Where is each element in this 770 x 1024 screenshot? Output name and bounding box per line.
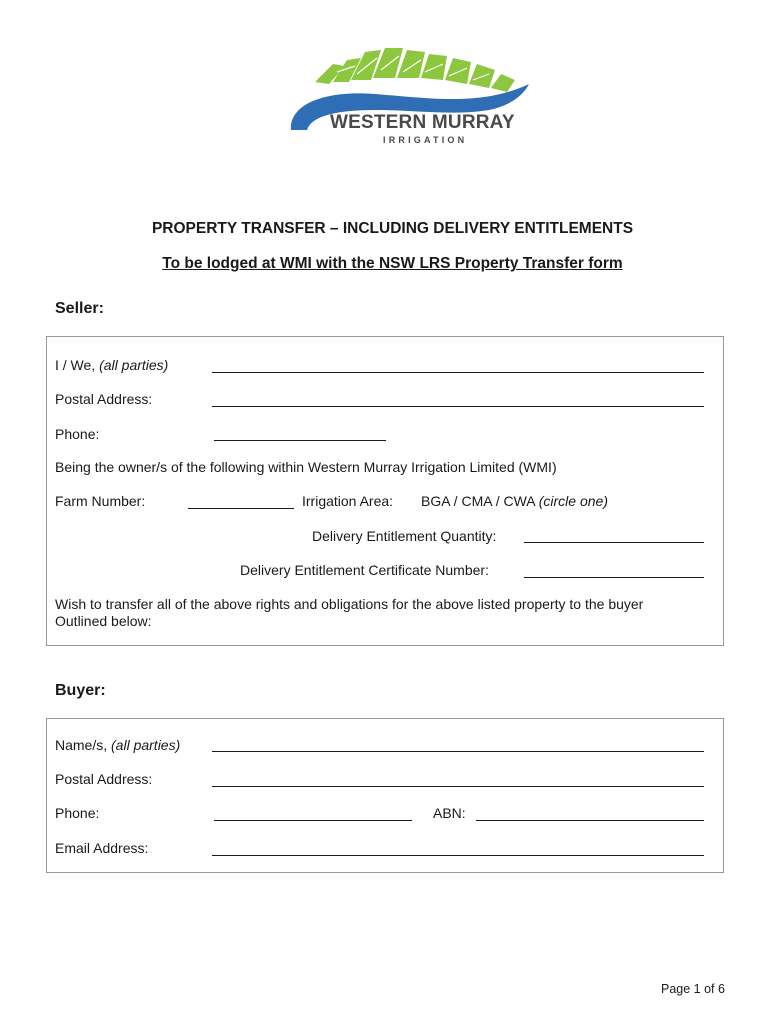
seller-postal-label: Postal Address: — [55, 391, 153, 407]
seller-transfer-statement-line1: Wish to transfer all of the above rights and obligations for the above listed property to the buyer — [55, 596, 644, 612]
seller-de-certificate-label: Delivery Entitlement Certificate Number: — [240, 562, 489, 578]
document-title: PROPERTY TRANSFER – INCLUDING DELIVERY ENTITLEMENTS — [151, 220, 634, 237]
seller-area-label: Irrigation Area: — [302, 493, 394, 509]
seller-phone-field[interactable] — [214, 440, 386, 441]
seller-heading: Seller: — [55, 300, 104, 317]
seller-de-quantity-label: Delivery Entitlement Quantity: — [312, 528, 497, 544]
document-subtitle: To be lodged at WMI with the NSW LRS Property Transfer form — [162, 255, 623, 272]
logo-name: WESTERN MURRAY — [330, 112, 515, 133]
page-number: Page 1 of 6 — [661, 982, 725, 996]
seller-parties-label: I / We, (all parties) — [55, 357, 169, 373]
buyer-heading: Buyer: — [55, 682, 106, 699]
buyer-phone-label: Phone: — [55, 805, 100, 821]
seller-de-certificate-field[interactable] — [524, 577, 704, 578]
buyer-names-label: Name/s, (all parties) — [55, 737, 181, 753]
seller-parties-field[interactable] — [212, 372, 704, 373]
seller-postal-field[interactable] — [212, 406, 704, 407]
buyer-postal-label: Postal Address: — [55, 771, 153, 787]
buyer-phone-field[interactable] — [214, 820, 412, 821]
seller-de-quantity-field[interactable] — [524, 542, 704, 543]
buyer-postal-field[interactable] — [212, 786, 704, 787]
seller-phone-label: Phone: — [55, 426, 100, 442]
buyer-names-field[interactable] — [212, 751, 704, 752]
buyer-abn-field[interactable] — [476, 820, 704, 821]
seller-farm-label: Farm Number: — [55, 493, 146, 509]
seller-area-options[interactable]: BGA / CMA / CWA (circle one) — [421, 493, 608, 509]
seller-farm-field[interactable] — [188, 508, 294, 509]
logo-subname: IRRIGATION — [383, 135, 468, 145]
buyer-email-field[interactable] — [212, 855, 704, 856]
buyer-email-label: Email Address: — [55, 840, 149, 856]
seller-owner-statement: Being the owner/s of the following within Western Murray Irrigation Limited (WMI) — [55, 459, 557, 475]
seller-transfer-statement-line2: Outlined below: — [55, 613, 152, 629]
buyer-abn-label: ABN: — [433, 805, 466, 821]
